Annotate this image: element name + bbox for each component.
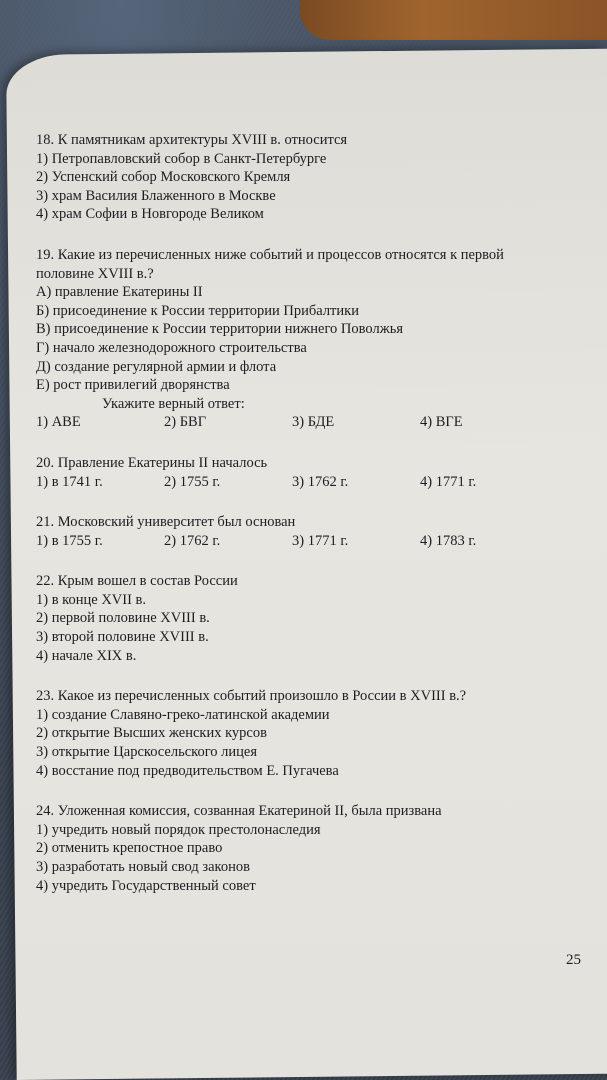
option: 2) отменить крепостное право	[36, 840, 223, 857]
question-title: 21. Московский университет был основан	[36, 514, 296, 531]
answer-choice: 4) 1783 г.	[420, 532, 477, 549]
option: 4) храм Софии в Новгороде Великом	[36, 206, 264, 223]
question-title: 20. Правление Екатерины II началось	[36, 454, 268, 471]
option: 1) создание Славяно-греко-латинской академии	[36, 706, 330, 723]
option: 2) открытие Высших женских курсов	[36, 725, 267, 742]
option: 3) открытие Царскосельского лицея	[36, 744, 258, 761]
option: 2) Успенский собор Московского Кремля	[36, 169, 291, 186]
question-19	[36, 246, 576, 432]
question-title: 18. К памятникам архитектуры XVIII в. относится	[36, 132, 348, 148]
option: 4) учредить Государственный совет	[36, 877, 256, 894]
option: 3) разработать новый свод законов	[36, 859, 250, 875]
question-22	[36, 572, 576, 665]
option: 3) храм Василия Блаженного в Москве	[36, 187, 276, 204]
question-24	[36, 802, 576, 895]
question-title: 22. Крым вошел в состав России	[36, 573, 238, 590]
answer-row	[36, 413, 576, 432]
answer-choice: 2) 1755 г.	[164, 473, 221, 490]
option: 1) Петропавловский собор в Санкт-Петербурге	[36, 150, 327, 167]
answer-choice: 1) АВЕ	[36, 414, 81, 431]
question-title-line: 19. Какие из перечисленных ниже событий и процессов относятся к первой	[36, 246, 504, 263]
answer-choice: 3) 1771 г.	[292, 532, 349, 549]
option: Д) создание регулярной армии и флота	[36, 358, 277, 375]
option: Г) начало железнодорожного строительства	[36, 339, 307, 356]
answer-choice: 1) в 1755 г.	[36, 532, 103, 549]
question-23	[36, 687, 576, 780]
answer-choice: 1) в 1741 г.	[36, 473, 103, 490]
option: Б) присоединение к России территории Прибалтики	[36, 302, 359, 319]
question-20	[36, 454, 576, 491]
option: 4) начале XIX в.	[36, 647, 137, 664]
instruction: Укажите верный ответ:	[102, 395, 245, 412]
answer-choice: 3) 1762 г.	[292, 473, 349, 490]
document-content	[36, 131, 576, 917]
answer-row	[36, 532, 576, 551]
answer-choice: 2) БВГ	[164, 414, 207, 431]
answer-row	[36, 473, 576, 492]
wooden-surface	[300, 0, 607, 40]
question-title: 24. Уложенная комиссия, созванная Екатериной II, была призвана	[36, 803, 442, 820]
answer-choice: 2) 1762 г.	[164, 532, 221, 549]
question-title: 23. Какое из перечисленных событий произошло в России в XVIII в.?	[36, 688, 467, 705]
option: 4) восстание под предводительством Е. Пугачева	[36, 762, 339, 779]
answer-choice: 4) 1771 г.	[420, 473, 477, 490]
option: 2) первой половине XVIII в.	[36, 610, 210, 627]
option: 3) второй половине XVIII в.	[36, 629, 209, 646]
option: 1) учредить новый порядок престолонаследия	[36, 821, 321, 838]
question-title-line: половине XVIII в.?	[36, 265, 154, 282]
question-21	[36, 513, 576, 550]
option: В) присоединение к России территории нижнего Поволжья	[36, 321, 403, 338]
page-number: 25	[566, 952, 581, 968]
option: 1) в конце XVII в.	[36, 591, 147, 608]
option: А) правление Екатерины II	[36, 284, 203, 301]
answer-choice: 4) ВГЕ	[420, 414, 463, 431]
question-18	[36, 131, 576, 224]
option: Е) рост привилегий дворянства	[36, 377, 230, 394]
answer-choice: 3) БДЕ	[292, 414, 335, 431]
